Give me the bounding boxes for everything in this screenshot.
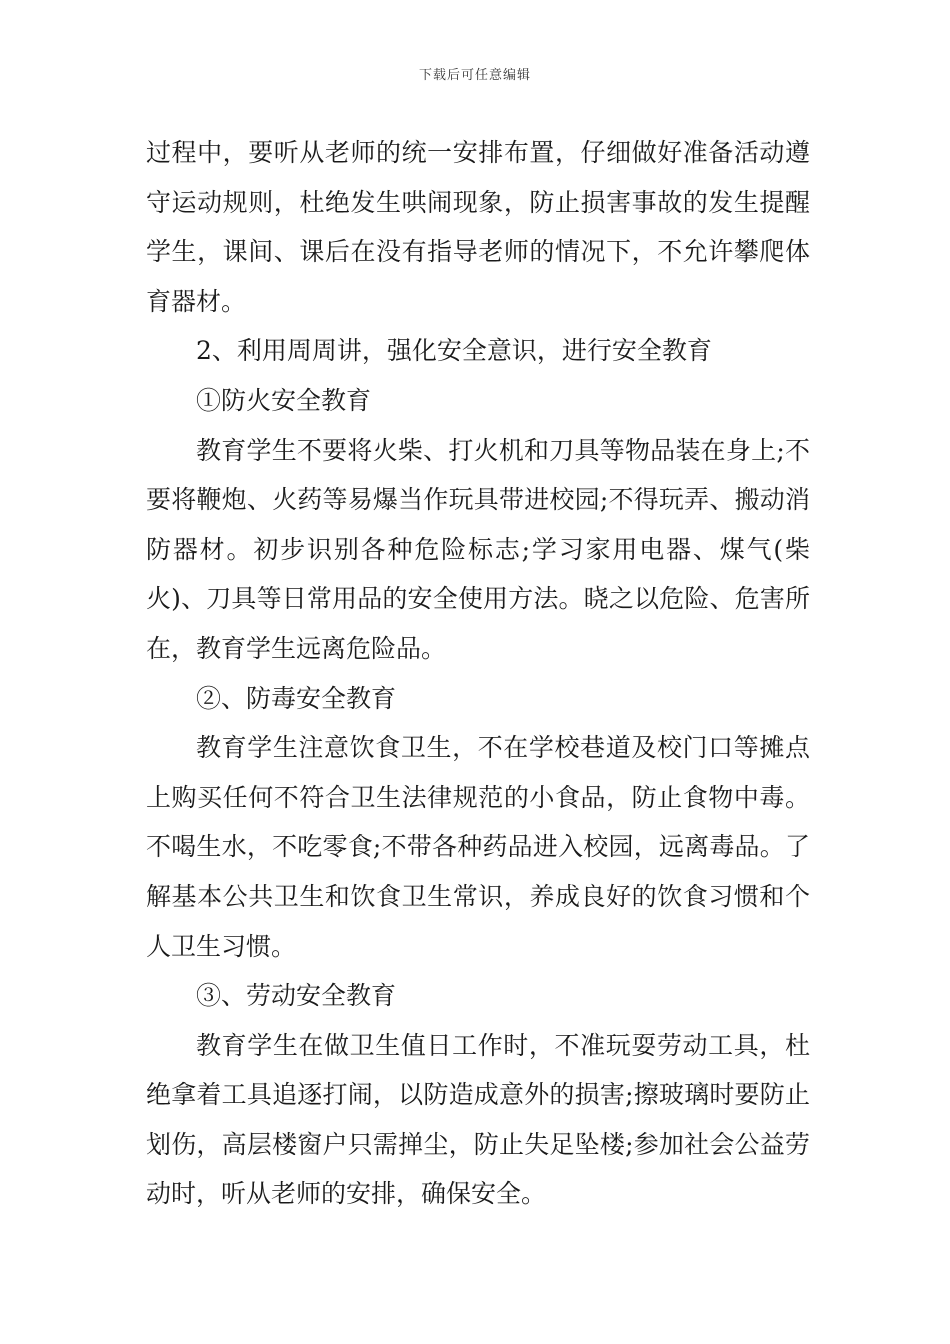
- subheading-labor-safety: ③、劳动安全教育: [196, 981, 397, 1011]
- page-header: 下载后可任意编辑: [418, 68, 531, 83]
- subheading-poison-safety: ②、防毒安全教育: [196, 683, 397, 713]
- subheading-fire-safety: ①防火安全教育: [196, 385, 372, 415]
- section-heading-weekly-talk: 2、利用周周讲，强化安全意识，进行安全教育: [196, 336, 712, 366]
- paragraph-fire-safety: 教育学生不要将火柴、打火机和刀具等物品装在身上;不要将鞭炮、火药等易爆当作玩具带进校园;不得玩弄、搬动消防器材。初步识别各种危险标志;学习家用电器、煤气(柴火)、刀具等日常用品的安全使用方法。晓之以危险、危害所在，教育学生远离危险品。: [146, 435, 810, 663]
- paragraph-labor-safety: 教育学生在做卫生值日工作时，不准玩耍劳动工具，杜绝拿着工具追逐打闹，以防造成意外的损害;擦玻璃时要防止划伤，高层楼窗户只需掸尘，防止失足坠楼;参加社会公益劳动时，听从老师的安排，确保安全。: [146, 1030, 810, 1209]
- paragraph-poison-safety: 教育学生注意饮食卫生，不在学校巷道及校门口等摊点上购买任何不符合卫生法律规范的小食品，防止食物中毒。不喝生水，不吃零食;不带各种药品进入校园，远离毒品。了解基本公共卫生和饮食卫生常识，养成良好的饮食习惯和个人卫生习惯。: [146, 733, 810, 961]
- document-body: [146, 128, 810, 1219]
- paragraph-pe-continuation: 过程中，要听从老师的统一安排布置，仔细做好准备活动遵守运动规则，杜绝发生哄闹现象，防止损害事故的发生提醒学生，课间、课后在没有指导老师的情况下，不允许攀爬体育器材。: [146, 138, 810, 316]
